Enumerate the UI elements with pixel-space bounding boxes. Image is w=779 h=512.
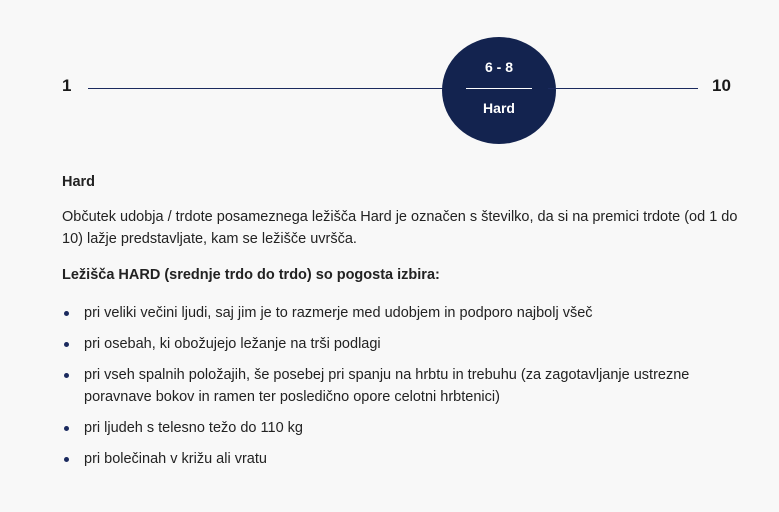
scale-max-label: 10 bbox=[712, 76, 731, 95]
marker-label: Hard bbox=[483, 100, 515, 116]
firmness-marker bbox=[442, 37, 556, 144]
scale-line-left bbox=[88, 88, 448, 89]
firmness-scale bbox=[0, 0, 779, 160]
scale-min-label: 1 bbox=[62, 76, 72, 95]
list-item: pri veliki večini ljudi, saj jim je to razmerje med udobjem in podporo najbolj všeč bbox=[62, 302, 752, 324]
section-description: Občutek udobja / trdote posameznega ležišča Hard je označen s številko, da si na premici trdote (od 1 do 10) lažje predstavljate, kam se ležišče uvršča. bbox=[62, 209, 738, 247]
list-item: pri vseh spalnih položajih, še posebej pri spanju na hrbtu in trebuhu (za zagotavljanje ustrezne poravnave bokov in ramen ter posledično opore celotni hrbtenici) bbox=[62, 364, 752, 408]
section-subheading: Ležišča HARD (srednje trdo do trdo) so pogosta izbira: bbox=[62, 267, 440, 283]
benefits-list bbox=[62, 302, 752, 470]
list-item: pri ljudeh s telesno težo do 110 kg bbox=[62, 417, 752, 439]
description-section bbox=[62, 171, 752, 479]
list-item: pri osebah, ki obožujejo ležanje na trši podlagi bbox=[62, 333, 752, 355]
list-item: pri bolečinah v križu ali vratu bbox=[62, 448, 752, 470]
marker-range: 6 - 8 bbox=[484, 59, 513, 75]
section-heading: Hard bbox=[62, 174, 96, 190]
marker-divider bbox=[466, 88, 532, 89]
scale-line-right bbox=[548, 88, 698, 89]
